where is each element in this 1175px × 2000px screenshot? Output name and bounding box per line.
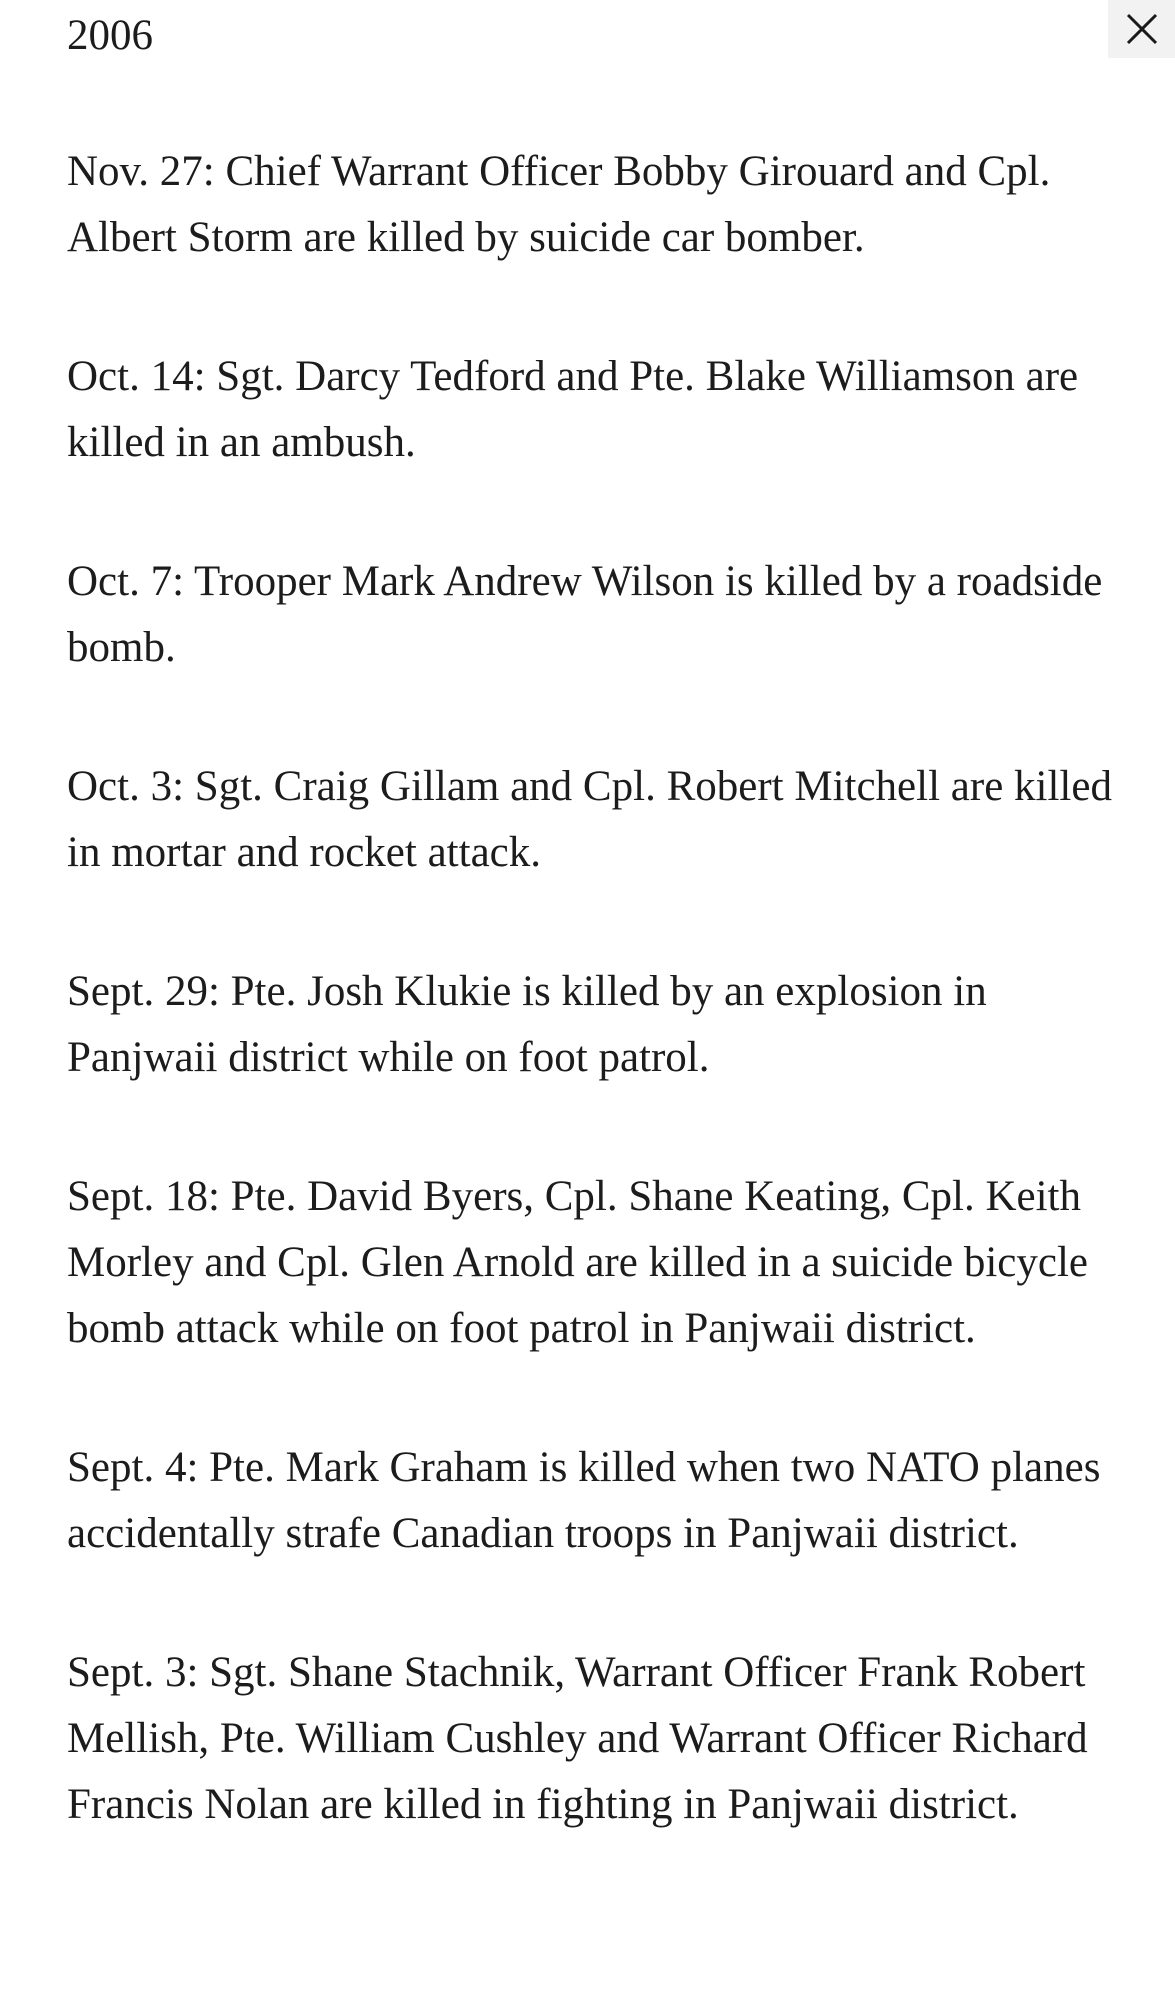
timeline-entry: Oct. 14: Sgt. Darcy Tedford and Pte. Blake Williamson are killed in an ambush.	[67, 353, 1079, 466]
year-heading: 2006	[67, 12, 153, 59]
timeline-entry: Sept. 3: Sgt. Shane Stachnik, Warrant Officer Frank Robert Mellish, Pte. William Cushley and Warrant Officer Richard Francis Nolan are killed in fighting in Panjwaii district.	[67, 1649, 1088, 1828]
timeline-entry: Nov. 27: Chief Warrant Officer Bobby Girouard and Cpl. Albert Storm are killed by suicide car bomber.	[67, 148, 1051, 261]
close-icon	[1125, 12, 1159, 46]
article-content	[67, 0, 1117, 1838]
timeline-entry: Oct. 7: Trooper Mark Andrew Wilson is killed by a roadside bomb.	[67, 558, 1103, 671]
timeline-entry: Sept. 4: Pte. Mark Graham is killed when two NATO planes accidentally strafe Canadian troops in Panjwaii district.	[67, 1444, 1101, 1557]
timeline-entry: Oct. 3: Sgt. Craig Gillam and Cpl. Robert Mitchell are killed in mortar and rocket attack.	[67, 763, 1112, 876]
timeline-entry: Sept. 18: Pte. David Byers, Cpl. Shane Keating, Cpl. Keith Morley and Cpl. Glen Arnold are killed in a suicide bicycle bomb attack while on foot patrol in Panjwaii district.	[67, 1173, 1088, 1352]
timeline-list	[67, 139, 1117, 1838]
close-button[interactable]	[1108, 0, 1175, 58]
timeline-entry: Sept. 29: Pte. Josh Klukie is killed by an explosion in Panjwaii district while on foot patrol.	[67, 968, 987, 1081]
